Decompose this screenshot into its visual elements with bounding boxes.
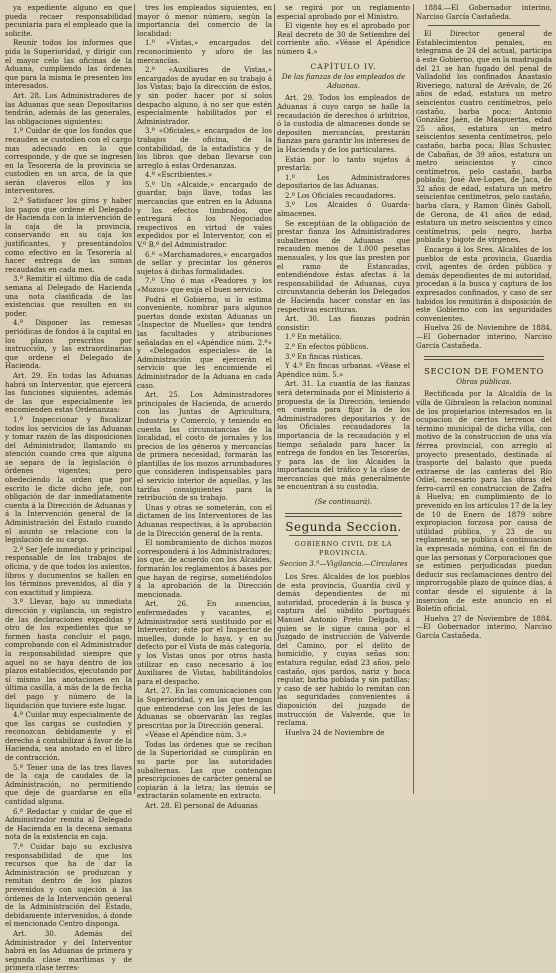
column-3-top [277, 4, 410, 57]
chapter-title: CAPÍTULO IV. [310, 61, 377, 71]
section-subtitle: GOBIERNO CIVIL DE LA PROVINCIA. [294, 540, 393, 557]
paragraph: 1.ª Inspeccionar y fiscalizar todos los servicios de las Aduanas y tomar razón de las disposiciones del Administrador, llamando su atención cuando crea que alguna se separa de la legislación ó órdenes vigentes; pero obedeciendo la orden que por escrito le dicte dicho jefe, con obligación de dar inmediatamente cuenta á la Dirección de Aduanas y á la Intervención general de la Administración del Estado cuando el asunto se relacione con la legislación de su cargo. [5, 415, 132, 545]
column-4-fomento [416, 390, 552, 640]
paragraph: 4.ª Disponer las remesas periódicas de fondos á la capital en los plazos prescritos por instrucción, y las extraordinarias que ordene el Delegado de Hacienda. [5, 319, 132, 371]
paragraph: Encargo á los Sres. Alcaldes de los pueblos de esta provincia, Guardia civil, agentes de órden público y demás dependientes de mi autoridad, procedan á la busca y captura de los expresados confinados, y caso de ser habidos los remitirán á disposición de este Gobierno con las seguridades convenientes. [416, 246, 552, 323]
paragraph: 2.º Los Oficiales recaudadores. [285, 191, 396, 200]
paragraph: Todas las órdenes que se reciban de la Superioridad se cumplirán en su parte por las autoridades subalternas. Las que contengan prescripciones de carácter general se copiarán á la letra; las demás se extractarán solamente en extracto. [137, 740, 272, 801]
paragraph: El vigente hoy es el aprobado por Real decreto de 30 de Setiembre del corriente año. «Véase el Apéndice número 4.» [277, 22, 410, 56]
divider [289, 535, 398, 536]
paragraph: Y 4.º En fincas urbanas. «Véase el Apéndice núm. 5.» [277, 362, 410, 379]
paragraph: 4.ª Cuidar muy especialmente de que las cargas se custodien y reconozcan debidamente y el derecho á contabilizar á favor de la Hacienda, sea anotado en el libro de contracción. [5, 711, 132, 763]
paragraph: 3.º Los Alcaides ó Guarda-almacenes. [277, 201, 410, 219]
paragraph: 1.º «Vistas,» encargados del reconocimiento y aforo de las mercancías. [137, 39, 272, 65]
paragraph: 2.º En efectos públicos. [285, 342, 369, 351]
column-3-articles [277, 94, 410, 492]
section-divider [424, 356, 544, 360]
paragraph: 3.ª Remitir el último día de cada semana al Delegado de Hacienda una nota clasificada de las existencias que resulten en su poder. [5, 275, 132, 318]
divider [428, 25, 540, 26]
paragraph: Art. 26. En ausencias, enfermedades y vacantes, el Administrador será sustituido por el Interventor; éste por el Inspector de muelles, donde lo haya, y en su defecto por el Vista de más categoría, y los Vistas unos por otros hasta utilizar en caso necesario á los Auxiliares de Vistas, habilitándolos para el despacho. [137, 600, 272, 686]
paragraph: Podrá el Gobierno, si lo estima conveniente, nombrar para algunos puertos donde existan Aduanas un «Inspector de Muelles» que tendrá las facultades y atribuciones señaladas en el «Apéndice núm. 2.º» y «Delegados especiales» de la Administración que ejercerán el servicio que les encomiende el Administrador de la Aduana en cada caso. [137, 295, 272, 390]
paragraph: Art. 31. La cuantía de las fianzas será determinada por el Ministerio á propuesta de la Dirección, teniendo en cuenta para fijar la de los Administradores depositarios y de los Oficiales recaudadores la importancia de la recaudación y el tiempo señalado para hacer la entrega de fondos en las Tesorerías, y para las de los Alcaides la importancia del tráfico y la clase de mercancías que más generalmente se encuentran á su custodia. [277, 380, 410, 492]
paragraph: Art. 27. En las comunicaciones con la Superioridad, y en las que tengan que entenderse con los Jefes de las Aduanas se observarán las reglas prescritas por la Dirección general. [137, 687, 272, 730]
column-1 [5, 4, 132, 973]
column-rule [134, 4, 135, 794]
paragraph: Rectificada por la Alcaldía de la villa de Gibraleon la relacion nominal de los propietarios interesados en la ocupacion de ciertos terrenos del término municipal de dicha villa, con motivo de la construccion de una vía férrea provincial, con arreglo al proyecto presentado, destinada al trasporte del balasto que pueda extraerse de las canteras del Río Odiel, necesario para las obras del ferro-carril en construccion de Zafra á Huelva; en cumplimiento de lo prevenido en los artículos 17 de la ley de 10 de Enero de 1879 sobre expropiacion forzosa por causa de utilidad pública, y 23 de su reglamento, se publica á continuacion la expresada nómina, con el fin de que las personas y Corporaciones que se estimen perjudicadas puedan deducir sus reclamaciones dentro del improrrogable plazo de quince días, á contar desde el siguiente á la insercion de este anuncio en el Boletín oficial. [416, 390, 552, 614]
paragraph: 5.º Un «Alcaide,» encargado de guardar, bajo llave, todas las mercancías que entren en la Aduana y los efectos timbrados, que entregará á los Negociados respectivos en virtud de vales expedidos por el Interventor, con el V.º B.º del Administrador. [137, 180, 272, 250]
paragraph: Unas y otras se someterán, con el dictamen de los Interventores de las Aduanas respectivas, á la aprobación de la Dirección general de la renta. [137, 503, 272, 538]
section-heading: Seccion 3.ª—Vigilancia.—Circulares [279, 560, 408, 569]
continued-note: (Se continuará). [314, 498, 373, 507]
paragraph: ya expediente alguno en que pueda recaer responsabilidad pecuniaria para el empleado que la solicite. [5, 4, 132, 38]
paragraph: Están por lo tanto sujetos á prestarla: [277, 155, 410, 173]
chapter-subtitle: De las fianzas de los empleados de Aduanas. [281, 73, 406, 90]
paragraph: Art. 28. Los Administradores de las Aduanas que sean Depositarios tendrán, además de las generales, las obligaciones siguientes: [5, 91, 132, 126]
column-3 [277, 4, 410, 794]
paragraph: 2.º «Auxiliares de Vistas,» encargados de ayudar en su trabajo á los Vistas; bajo la dirección de éstos, y sin poder hacer por sí solos despacho alguno, á no ser que estén especialmente habilitados por el Administrador. [137, 66, 272, 126]
paragraph: Art. 29. En todas las Aduanas habrá un Interventor, que ejercerá las funciones siguientes, además de las que especialmente les encomienden estas Ordenanzas: [5, 371, 132, 415]
paragraph: Huelva 26 de Noviembre de 1884.—El Gobernador interino, Narciso García Castañeda. [416, 324, 552, 350]
column-4 [416, 4, 552, 794]
paragraph: Art. 25. Los Administradores principales de Hacienda, de acuerdo con las Juntas de Agricultura, Industria y Comercio, y teniendo en cuenta las circunstancias de la localidad, el costo de jornales y los precios de los géneros y mercancías de primera necesidad, formarán las plantillas de los mozos arrumbadores que consideren indispensables para el servicio interior de aquellas, y las tarifas consiguientes para la retribución de su trabajo. [137, 391, 272, 503]
paragraph: Huelva 24 de Noviembre de [285, 728, 385, 737]
column-4-circular [416, 30, 552, 350]
paragraph: 4.º «Escribientes.» [145, 171, 213, 180]
paragraph: 3.ª Llevar, bajo su inmediata dirección y vigilancia, un registro de las declaraciones expedidas y otro de los expedientes que se formen hasta concluir el pago, comprobando con el Administrador la responsabilidad siempre que aquel no se haya dentro de los plazos establecidos, ejecutando por sí mismo las anotaciones en la última casilla, á más de la de fecha del pago y número de la liquidación que tuviere este lugar. [5, 598, 132, 710]
paragraph: Reunir todos los informes que pida la Superioridad, y dirigir con el mayor celo las oficinas de la Aduana, cumpliendo las órdenes que para la misma le presenten los interesados. [5, 39, 132, 91]
paragraph: 3.º «Oficiales,» encargados de los trabajos de oficina, de la contabilidad, de la estadística y de los libros que deban llevarse con arreglo á estas Ordenanzas. [137, 127, 272, 170]
paragraph: 3.º En fincas rústicas. [285, 352, 363, 361]
paragraph: Art. 29. Todos los empleados de Aduanas á cuyo cargo se halle la recaudación de derechos ó arbitrios, ó la custodia de almacenes donde se depositen mercancías, prestarán fianzas para garantir los intereses de la Hacienda y de los particulares. [277, 94, 410, 154]
paragraph: 2.ª Ser Jefe inmediato y principal responsable de los trabajos de oficina, y de que todos los asientos, libros y documentos se hallen en los términos prevenidos, al día y con exactitud y limpieza. [5, 545, 132, 597]
paragraph: 1.ª Cuidar de que los fondos que recauden se custodien con el cargo mas adecuado en lo que corresponde, y de que se ingresen en la Tesorería de la provincia se custodien en un arca, de la que serán claveros ellos y los interventores. [5, 127, 132, 196]
column-rule [413, 4, 414, 794]
paragraph: tres los empleados siguientes, en mayor ó menor número, según la importancia del comercio de la localidad: [137, 4, 272, 38]
paragraph: Huelva 27 de Noviembre de 1884.—El Gobernador interino, Narciso García Castañeda. [416, 614, 552, 640]
paragraph: se regirá por un reglamento especial aprobado por el Ministro. [277, 4, 410, 21]
paragraph: 2.ª Satisfacer los giros y haber los pagos que ordene el Delegado de Hacienda con la intervención de la caja de la provincia, conservando en su caja los justificantes, y presentándolos como efectivo en la Tesorería al hacer entrega de las sumas recaudadas en cada mes. [5, 197, 132, 274]
column-3-circular [277, 573, 410, 737]
paragraph: 7.ª Cuidar bajo su exclusiva responsabilidad de que los recursos que ha de dar la Administración se produzcan y remitan dentro de los plazos prevenidos y con sujeción á las órdenes de la Intervención general de la Administración del Estado, debidamente intervenidos, á donde el mencionado Centro disponga. [5, 843, 132, 929]
paragraph: 6.ª Redactar y cuidar de que el Administrador remita al Delegado de Hacienda en la decena semana nota de la existencia en caja. [5, 807, 132, 842]
paragraph: Art. 28. El personal de Aduanas [145, 802, 258, 811]
paragraph: 1.º Los Administradores depositarios de las Aduanas. [277, 173, 410, 191]
paragraph: Se exceptúan de la obligación de prestar fianza los Administradores subalternos de Aduanas que recauden menos de 1.000 pesetas mensuales, y los que las presten por el ramo de Estancadas, entendiéndose éstas afectas á la responsabilidad de Aduanas, cuya circunstancia deberán los Delegados de Hacienda hacer constar en las respectivas escrituras. [277, 219, 410, 314]
paragraph: 6.º «Marchamadores,» encargados de sellar y precintar los géneros sujetos á dichas formalidades. [137, 250, 272, 276]
paragraph: Art. 30. Las fianzas podrán consistir: [277, 315, 410, 332]
section-title: Segunda Seccion. [285, 519, 402, 534]
column-2 [137, 4, 272, 811]
paragraph: 1884.—El Gobernador interino, Narciso García Castañeda. [416, 4, 552, 21]
section-divider [285, 513, 402, 517]
paragraph: El nombramiento de dichos mozos corresponderá á los Administradores; los que, de acuerdo con los Alcaides, formarán los reglamentos á bases por que hayan de regirse, sometiéndolos á la aprobación de la Dirección mencionada. [137, 539, 272, 599]
paragraph: El Director general de Establecimientos penales, en telegrama de 24 del actual, participa á este Gobierno, que en la madrugada del 21 se han fugado del penal de Valladolid los confinados Anastasio Riveriego, natural de Arévalo, de 26 años de edad, estatura un metro seiscientos cuatro centímetros, pelo castaño, barba poca; Antonio González Jaén, de Maspuertas, edad 25 años, estatura un metro seiscientos sesenta centímetros, pelo castaño, barba poca; Blas Schuster, de Cabañas, de 39 años, estatura un metro seiscientos y cinco centímetros, pelo castaño, barba poblada; José Ave-Lopes, de Jaca, de 32 años de edad, estatura un metro seiscientos centímetros, pelo castaño, barba clara, y Ramon Ginés Gaboll, de Gerona, de 41 años de edad, estatura un metro seiscientos y cinco centímetros, pelo negro, barba poblada y bigote de vírgenes. [416, 30, 552, 245]
paragraph: 7.º Uno ó mas «Peadores y los «Mozos» que exija el buen servicio. [137, 277, 272, 294]
paragraph: Art. 30. Además del Administrador y del Interventor habrá en las Aduanas de primera y segunda clase marítimas y de primera clase terres- [5, 929, 132, 973]
paragraph: Los Sres. Alcaldes de los pueblos de esta provincia, Guardia civil y demás dependientes de mi autoridad, procederán á la busca y captura del súbdito portugués Manuel Antonio Preto Delgado, á quien se le sigue causa por el Juzgado de instrucción de Valverde del Camino, por el delito de homicidio, y cuyas señas son: estatura regular, edad 23 años, pelo castaño, ojos pardos, nariz y boca regular, barba poblada y sin patillas; y caso de ser habido lo remitan con las seguridades convenientes á disposición del juzgado de instrucción de Valverde, que lo reclama. [277, 573, 410, 728]
paragraph: 5.ª Tener una de las tres llaves de la caja de caudales de la Administración, no permitiendo que deje de guardarse en ella cantidad alguna. [5, 763, 132, 807]
paragraph: 1.º En metálico. [285, 333, 342, 342]
column-rule [274, 4, 275, 794]
column-4-top [416, 4, 552, 21]
fomento-subtitle: Obras públicas. [456, 377, 512, 386]
paragraph: «Véase el Apéndice núm. 3.» [145, 731, 247, 740]
fomento-title: SECCION DE FOMENTO [424, 367, 544, 378]
